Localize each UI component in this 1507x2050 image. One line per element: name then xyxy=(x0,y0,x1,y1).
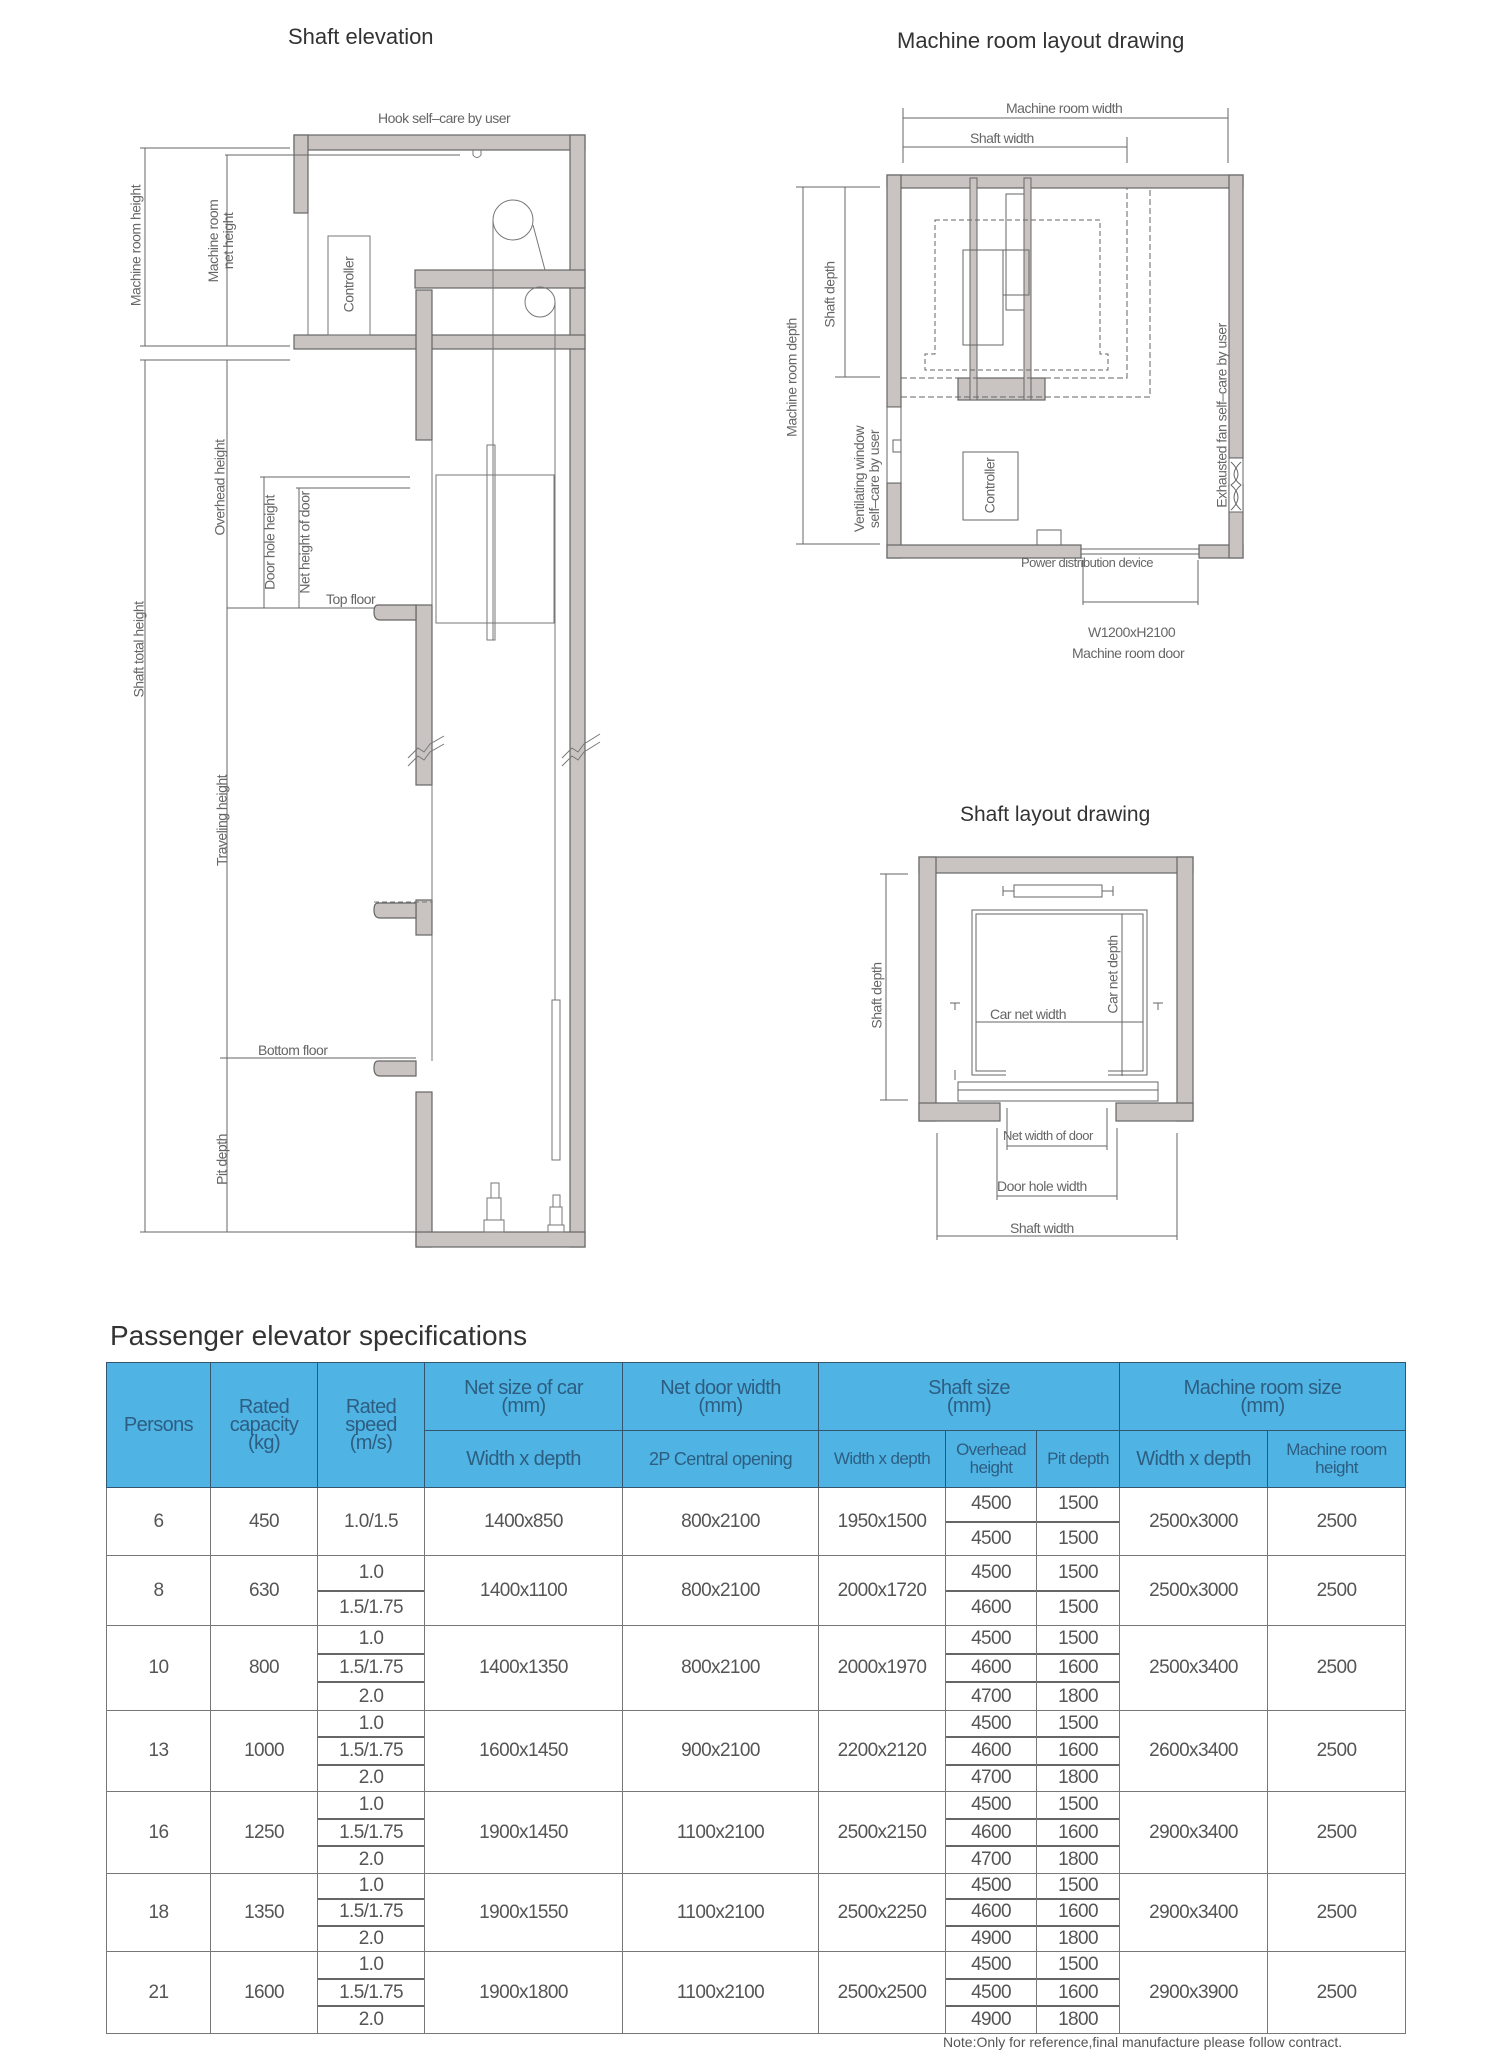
header-net-car-1: Net size of car xyxy=(464,1376,583,1399)
cell-overhead-value: 4700 xyxy=(946,1845,1036,1873)
header-rated-capacity-2: capacity xyxy=(229,1414,299,1436)
spec-table-title: Passenger elevator specifications xyxy=(110,1320,528,1351)
cell-door-width: 1100x2100 xyxy=(623,1874,819,1952)
cell-overhead-value: 4500 xyxy=(971,1561,1011,1583)
sl-shaft-width-label: Shaft width xyxy=(1010,1220,1074,1236)
door-hole-width-label: Door hole width xyxy=(997,1178,1087,1194)
cell-speed xyxy=(318,1792,425,1874)
header-machine-2: (mm) xyxy=(1240,1394,1285,1417)
cell-machine-height: 2500 xyxy=(1268,1792,1406,1874)
cell-pit-value: 1500 xyxy=(1058,1793,1098,1815)
table-row xyxy=(107,1488,1406,1556)
header-rated-capacity-1: Rated xyxy=(238,1396,290,1418)
cell-overhead-value: 4500 xyxy=(971,1953,1011,1975)
shaft-layout-title: Shaft layout drawing xyxy=(960,803,1151,826)
cell-machine-size: 2500x3000 xyxy=(1120,1488,1268,1556)
cell-pit-value: 1800 xyxy=(1037,1681,1119,1710)
cell-pit-value: 1500 xyxy=(1037,1521,1119,1556)
cell-car-size: 1900x1550 xyxy=(425,1874,623,1952)
machine-room-depth-label: Machine room depth xyxy=(783,318,800,437)
mr-shaft-width-label: Shaft width xyxy=(970,130,1034,146)
header-shaft-1: Shaft size xyxy=(928,1376,1010,1399)
cell-car-size: 1400x1100 xyxy=(425,1556,623,1626)
header-door-opening: 2P Central opening xyxy=(623,1431,819,1488)
power-distribution-label: Power distribution device xyxy=(1021,555,1154,570)
cell-persons: 10 xyxy=(107,1626,211,1711)
cell-pit-value: 1500 xyxy=(1058,1953,1098,1975)
cell-pit-value: 1500 xyxy=(1058,1628,1098,1650)
cell-overhead xyxy=(946,1792,1037,1874)
cell-overhead-value: 4500 xyxy=(971,1712,1011,1734)
cell-car-size: 1900x1450 xyxy=(425,1792,623,1874)
cell-capacity: 1250 xyxy=(211,1792,318,1874)
car-net-width-label: Car net width xyxy=(990,1006,1066,1022)
table-row xyxy=(107,1874,1406,1952)
cell-speed-value: 1.5/1.75 xyxy=(318,1898,424,1924)
cell-machine-height: 2500 xyxy=(1268,1626,1406,1711)
cell-capacity: 630 xyxy=(211,1556,318,1626)
cell-pit-value: 1800 xyxy=(1037,1764,1119,1791)
machine-room-door-label: Machine room door xyxy=(1072,645,1185,661)
header-machine-height xyxy=(1268,1431,1406,1488)
cell-overhead xyxy=(946,1874,1037,1952)
header-rated-speed-3: (m/s) xyxy=(349,1432,393,1454)
cell-shaft-size: 2000x1970 xyxy=(819,1626,946,1711)
cell-speed-value: 1.0/1.5 xyxy=(344,1510,398,1532)
header-net-door-1: Net door width xyxy=(660,1376,781,1399)
net-height-of-door-label: Net height of door xyxy=(296,491,313,594)
shaft-elevation-title: Shaft elevation xyxy=(288,24,434,49)
cell-persons: 21 xyxy=(107,1952,211,2034)
cell-pit-value: 1800 xyxy=(1037,1925,1119,1951)
spec-table-body xyxy=(107,1488,1406,2034)
cell-machine-size: 2500x3000 xyxy=(1120,1556,1268,1626)
cell-pit-value: 1500 xyxy=(1058,1561,1098,1583)
table-row xyxy=(107,1556,1406,1626)
machine-room-net-height-line2: net height xyxy=(220,212,236,270)
cell-door-width: 800x2100 xyxy=(623,1556,819,1626)
cell-machine-size: 2900x3400 xyxy=(1120,1792,1268,1874)
cell-door-width: 1100x2100 xyxy=(623,1792,819,1874)
cell-car-size: 1400x1350 xyxy=(425,1626,623,1711)
header-overhead xyxy=(946,1431,1037,1488)
cell-speed xyxy=(318,1952,425,2034)
cell-shaft-size: 2000x1720 xyxy=(819,1556,946,1626)
header-shaft-2: (mm) xyxy=(946,1394,992,1417)
table-row xyxy=(107,1792,1406,1874)
header-overhead-2: height xyxy=(969,1458,1013,1477)
header-shaft-size xyxy=(819,1363,1120,1431)
table-row xyxy=(107,1952,1406,2034)
cell-pit-value: 1600 xyxy=(1037,1978,1119,2006)
header-net-door-2: (mm) xyxy=(698,1394,743,1417)
net-width-of-door-label: Net width of door xyxy=(1003,1128,1093,1143)
cell-overhead-value: 4500 xyxy=(971,1793,1011,1815)
cell-overhead-value: 4900 xyxy=(946,1925,1036,1951)
cell-shaft-size: 2200x2120 xyxy=(819,1711,946,1792)
cell-overhead-value: 4600 xyxy=(946,1590,1036,1626)
cell-pit xyxy=(1037,1874,1120,1952)
cell-overhead-value: 4700 xyxy=(946,1681,1036,1710)
cell-speed-value: 1.0 xyxy=(358,1793,384,1815)
cell-persons: 18 xyxy=(107,1874,211,1952)
cell-machine-height: 2500 xyxy=(1268,1952,1406,2034)
door-hole-height-label: Door hole height xyxy=(261,495,278,590)
cell-pit xyxy=(1037,1626,1120,1711)
cell-speed-value: 1.5/1.75 xyxy=(318,1736,424,1763)
elevation-controller-label: Controller xyxy=(340,256,357,313)
cell-machine-height: 2500 xyxy=(1268,1556,1406,1626)
ventilating-window-line1: Ventilating window xyxy=(851,425,867,533)
cell-speed-value: 1.5/1.75 xyxy=(318,1590,424,1626)
cell-overhead-value: 4600 xyxy=(946,1898,1036,1924)
cell-capacity: 1350 xyxy=(211,1874,318,1952)
cell-pit xyxy=(1037,1952,1120,2034)
cell-speed-value: 2.0 xyxy=(318,2005,424,2033)
ventilating-window-line2: self–care by user xyxy=(866,429,882,529)
cell-persons: 8 xyxy=(107,1556,211,1626)
hook-label: Hook self–care by user xyxy=(378,110,511,126)
cell-speed-value: 1.0 xyxy=(358,1561,384,1583)
cell-speed xyxy=(318,1626,425,1711)
cell-speed-value: 2.0 xyxy=(318,1845,424,1873)
ventilating-window-label xyxy=(852,414,882,544)
header-net-car xyxy=(425,1363,623,1431)
cell-persons: 13 xyxy=(107,1711,211,1792)
spec-note: Note:Only for reference,final manufacture please follow contract. xyxy=(943,2034,1343,2050)
cell-speed xyxy=(318,1874,425,1952)
cell-speed-value: 2.0 xyxy=(318,1925,424,1951)
cell-speed xyxy=(318,1488,425,1556)
shaft-elevation-drawing xyxy=(0,0,760,1300)
cell-pit xyxy=(1037,1711,1120,1792)
cell-machine-size: 2900x3400 xyxy=(1120,1874,1268,1952)
overhead-height-label: Overhead height xyxy=(211,439,228,536)
cell-car-size: 1400x850 xyxy=(425,1488,623,1556)
cell-machine-height: 2500 xyxy=(1268,1711,1406,1792)
cell-persons: 6 xyxy=(107,1488,211,1556)
cell-door-width: 800x2100 xyxy=(623,1488,819,1556)
cell-door-width: 800x2100 xyxy=(623,1626,819,1711)
bottom-floor-label: Bottom floor xyxy=(258,1042,328,1058)
cell-machine-height: 2500 xyxy=(1268,1874,1406,1952)
header-machine-height-2: height xyxy=(1315,1458,1358,1477)
header-net-door xyxy=(623,1363,819,1431)
machine-room-width-label: Machine room width xyxy=(1006,100,1123,116)
cell-overhead-value: 4500 xyxy=(946,1978,1036,2006)
cell-overhead-value: 4700 xyxy=(946,1764,1036,1791)
machine-room-net-height-label xyxy=(206,186,236,296)
cell-overhead-value: 4500 xyxy=(971,1628,1011,1650)
cell-pit-value: 1500 xyxy=(1058,1712,1098,1734)
header-machine-1: Machine room size xyxy=(1183,1376,1342,1399)
cell-overhead xyxy=(946,1711,1037,1792)
cell-pit-value: 1600 xyxy=(1037,1898,1119,1924)
header-machine-room-size xyxy=(1120,1363,1406,1431)
cell-speed-value: 1.0 xyxy=(358,1875,384,1897)
cell-overhead-value: 4900 xyxy=(946,2005,1036,2033)
cell-capacity: 450 xyxy=(211,1488,318,1556)
header-net-car-2: (mm) xyxy=(501,1394,546,1417)
header-rated-capacity-3: (kg) xyxy=(247,1432,281,1454)
cell-pit-value: 1800 xyxy=(1037,1845,1119,1873)
cell-overhead xyxy=(946,1556,1037,1626)
spec-table xyxy=(106,1362,1406,2034)
header-rated-speed xyxy=(318,1363,425,1488)
cell-overhead xyxy=(946,1488,1037,1556)
cell-pit-value: 1500 xyxy=(1058,1493,1098,1515)
exhausted-fan-label: Exhausted fan self–care by user xyxy=(1213,323,1230,508)
cell-overhead-value: 4600 xyxy=(946,1653,1036,1682)
header-overhead-1: Overhead xyxy=(956,1440,1026,1459)
cell-pit xyxy=(1037,1488,1120,1556)
cell-speed xyxy=(318,1711,425,1792)
cell-machine-height: 2500 xyxy=(1268,1488,1406,1556)
cell-overhead-value: 4600 xyxy=(946,1818,1036,1846)
cell-overhead xyxy=(946,1952,1037,2034)
cell-door-width: 900x2100 xyxy=(623,1711,819,1792)
cell-overhead-value: 4500 xyxy=(971,1493,1011,1515)
cell-persons: 16 xyxy=(107,1792,211,1874)
cell-pit-value: 1500 xyxy=(1058,1875,1098,1897)
cell-shaft-size: 1950x1500 xyxy=(819,1488,946,1556)
header-persons: Persons xyxy=(107,1363,211,1488)
door-size-label: W1200xH2100 xyxy=(1088,624,1176,640)
cell-capacity: 800 xyxy=(211,1626,318,1711)
cell-capacity: 1000 xyxy=(211,1711,318,1792)
header-rated-speed-1: Rated xyxy=(345,1396,397,1418)
header-car-wxd: Width x depth xyxy=(425,1431,623,1488)
cell-overhead-value: 4500 xyxy=(971,1875,1011,1897)
machine-room-net-height-line1: Machine room xyxy=(205,199,221,283)
header-machine-height-1: Machine room xyxy=(1286,1440,1387,1459)
cell-shaft-size: 2500x2150 xyxy=(819,1792,946,1874)
cell-machine-size: 2900x3900 xyxy=(1120,1952,1268,2034)
cell-machine-size: 2500x3400 xyxy=(1120,1626,1268,1711)
header-rated-capacity xyxy=(211,1363,318,1488)
car-net-depth-label: Car net depth xyxy=(1104,935,1121,1014)
cell-pit xyxy=(1037,1792,1120,1874)
cell-pit-value: 1600 xyxy=(1037,1653,1119,1682)
cell-speed-value: 1.5/1.75 xyxy=(318,1653,424,1682)
cell-speed-value: 2.0 xyxy=(318,1681,424,1710)
cell-speed xyxy=(318,1556,425,1626)
pit-depth-label: Pit depth xyxy=(213,1134,230,1185)
cell-door-width: 1100x2100 xyxy=(623,1952,819,2034)
cell-speed-value: 2.0 xyxy=(318,1764,424,1791)
cell-car-size: 1900x1800 xyxy=(425,1952,623,2034)
header-pit: Pit depth xyxy=(1037,1431,1120,1488)
header-machine-wxd: Width x depth xyxy=(1120,1431,1268,1488)
cell-speed-value: 1.0 xyxy=(358,1953,384,1975)
table-row xyxy=(107,1711,1406,1792)
header-shaft-wxd: Width x depth xyxy=(819,1431,946,1488)
shaft-layout-drawing xyxy=(840,840,1200,1260)
cell-shaft-size: 2500x2500 xyxy=(819,1952,946,2034)
cell-machine-size: 2600x3400 xyxy=(1120,1711,1268,1792)
cell-pit-value: 1600 xyxy=(1037,1818,1119,1846)
cell-car-size: 1600x1450 xyxy=(425,1711,623,1792)
cell-pit xyxy=(1037,1556,1120,1626)
mr-controller-label: Controller xyxy=(981,457,998,514)
cell-pit-value: 1500 xyxy=(1037,1590,1119,1626)
cell-overhead xyxy=(946,1626,1037,1711)
cell-pit-value: 1800 xyxy=(1037,2005,1119,2033)
cell-speed-value: 1.5/1.75 xyxy=(318,1978,424,2006)
traveling-height-label: Traveling height xyxy=(213,774,230,867)
cell-overhead-value: 4600 xyxy=(946,1736,1036,1763)
machine-room-title: Machine room layout drawing xyxy=(897,28,1185,53)
cell-speed-value: 1.0 xyxy=(358,1712,384,1734)
cell-shaft-size: 2500x2250 xyxy=(819,1874,946,1952)
header-rated-speed-2: speed xyxy=(345,1414,397,1436)
machine-room-drawing xyxy=(760,90,1280,690)
cell-overhead-value: 4500 xyxy=(946,1521,1036,1556)
mr-shaft-depth-label: Shaft depth xyxy=(821,261,838,328)
top-floor-label: Top floor xyxy=(326,591,376,607)
table-row xyxy=(107,1626,1406,1711)
shaft-total-height-label: Shaft total height xyxy=(130,601,147,698)
machine-room-height-label: Machine room height xyxy=(127,184,144,307)
cell-speed-value: 1.5/1.75 xyxy=(318,1818,424,1846)
cell-speed-value: 1.0 xyxy=(358,1628,384,1650)
cell-capacity: 1600 xyxy=(211,1952,318,2034)
sl-shaft-depth-label: Shaft depth xyxy=(868,962,885,1029)
cell-pit-value: 1600 xyxy=(1037,1736,1119,1763)
